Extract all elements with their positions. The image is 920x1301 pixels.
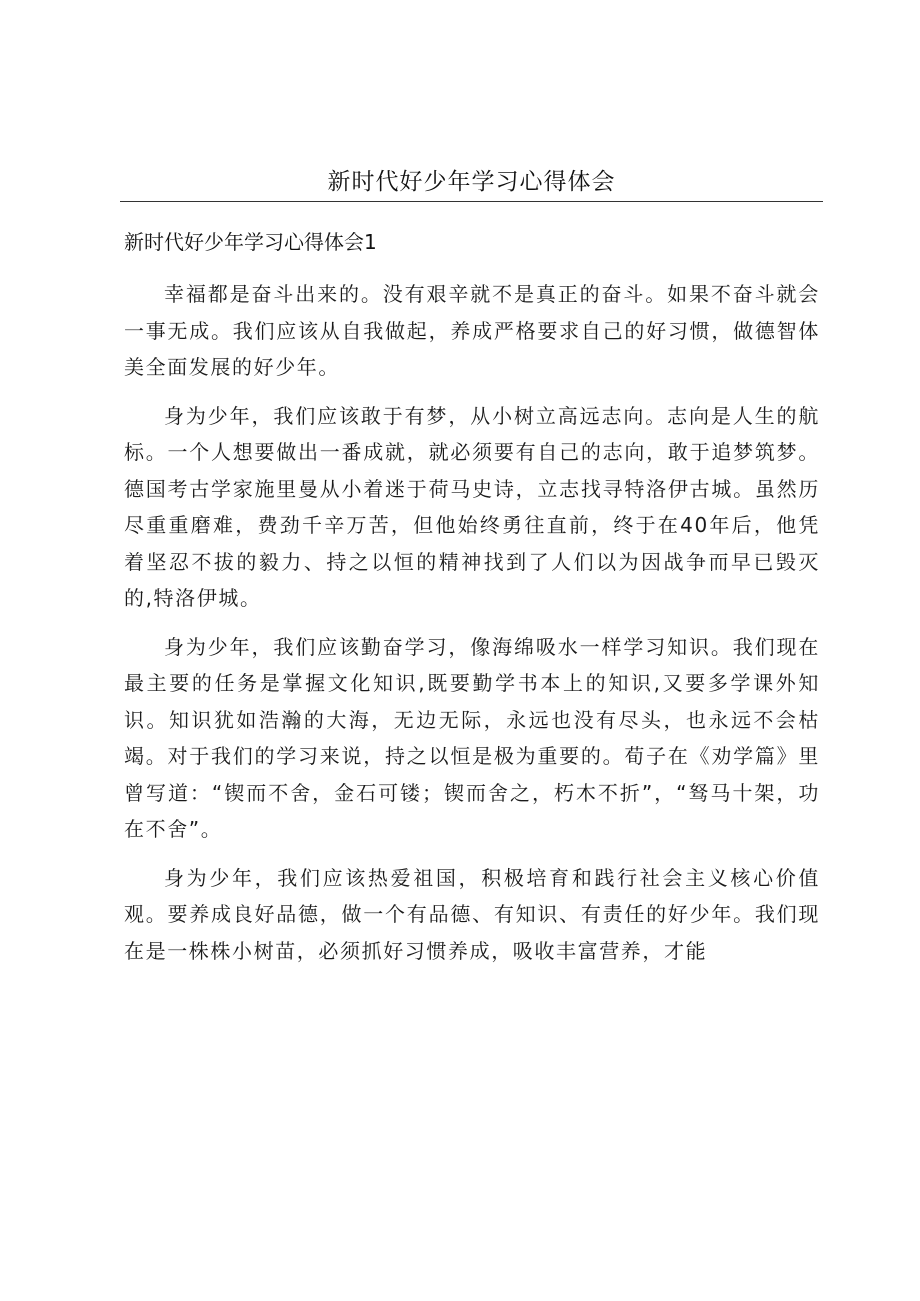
section-heading: 新时代好少年学习心得体会1: [124, 230, 377, 254]
title-underline: [120, 201, 823, 202]
paragraph: 身为少年，我们应该热爱祖国，积极培育和践行社会主义核心价值观。要养成良好品德，做一个有品德、有知识、有责任的好少年。我们现在是一株株小树苗，必须抓好习惯养成，吸收丰富营养，才能: [124, 865, 820, 963]
paragraph: 身为少年，我们应该敢于有梦，从小树立高远志向。志向是人生的航标。一个人想要做出一番成就，就必须要有自己的志向，敢于追梦筑梦。德国考古学家施里曼从小着迷于荷马史诗，立志找寻特洛伊古城。虽然历尽重重磨难，费劲千辛万苦，但他始终勇往直前，终于在40年后，他凭着坚忍不拔的毅力、持之以恒的精神找到了人们以为因战争而早已毁灭的,特洛伊城。: [124, 403, 820, 610]
paragraph: 幸福都是奋斗出来的。没有艰辛就不是真正的奋斗。如果不奋斗就会一事无成。我们应该从自我做起，养成严格要求自己的好习惯，做德智体美全面发展的好少年。: [124, 282, 820, 379]
document-body: [124, 276, 820, 969]
paragraph: 身为少年，我们应该勤奋学习，像海绵吸水一样学习知识。我们现在最主要的任务是掌握文化知识,既要勤学书本上的知识,又要多学课外知识。知识犹如浩瀚的大海，无边无际，永远也没有尽头，也永远不会枯竭。对于我们的学习来说，持之以恒是极为重要的。荀子在《劝学篇》里曾写道：“锲而不舍，金石可镂；锲而舍之，朽木不折”，“驽马十架，功在不舍”。: [124, 634, 820, 841]
document-title: 新时代好少年学习心得体会: [327, 169, 616, 195]
